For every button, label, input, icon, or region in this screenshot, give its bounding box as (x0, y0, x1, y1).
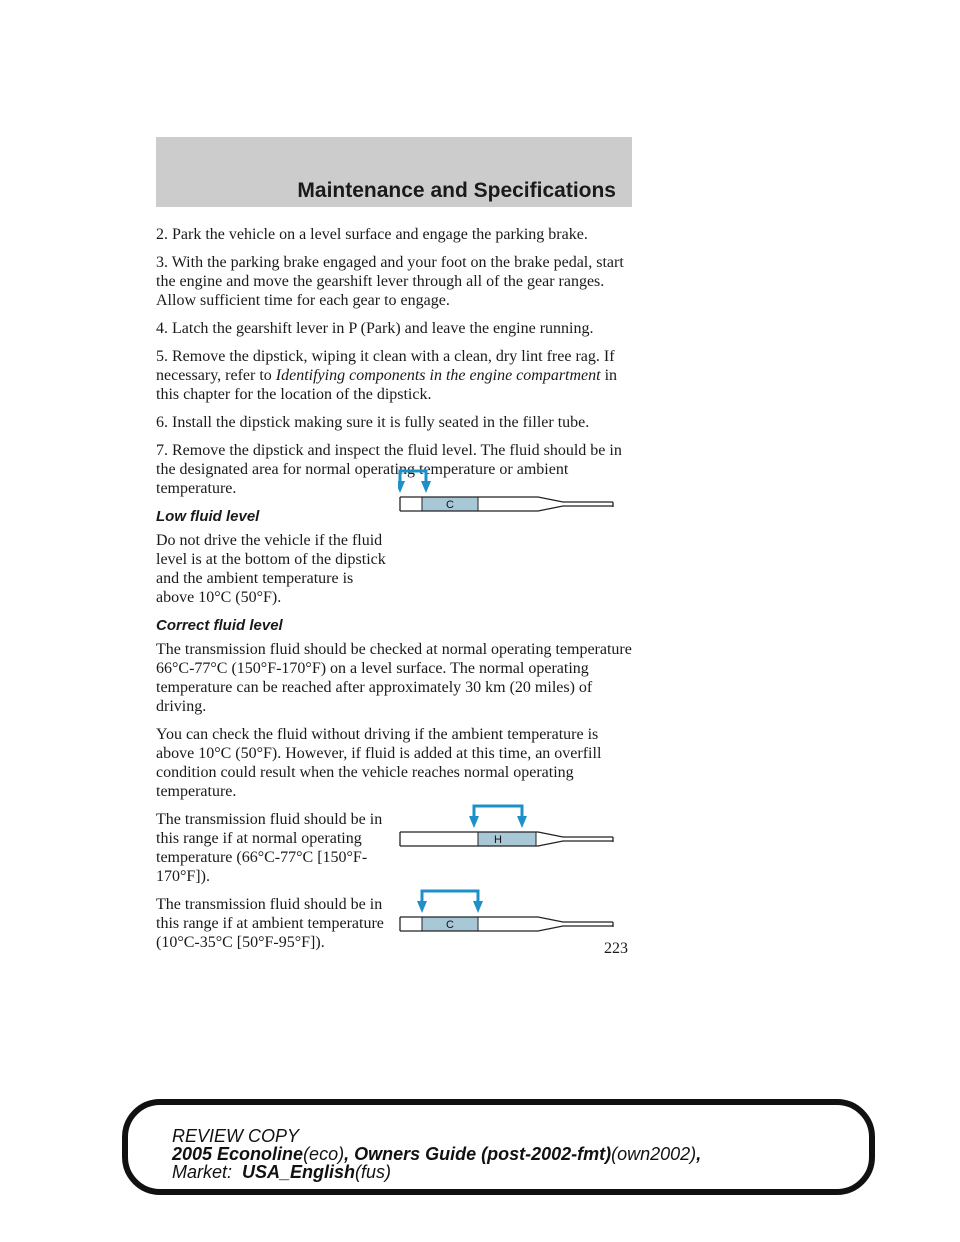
ambient-temp-block (156, 895, 636, 952)
arrow-head-right (473, 901, 483, 913)
footer-market-code: (fus) (355, 1162, 392, 1182)
dipstick-ambient-diagram (398, 889, 623, 947)
step-5-after: in this chapter for the location of the dipstick. (156, 367, 618, 403)
correct-para-1: The transmission fluid should be checked at normal operating temperature 66°C-77°C (150°F-170°F) on a level surface. The normal operating temperature can be reached after approximately 30 km (20 miles) of driving. (156, 641, 632, 715)
correct-para-2: You can check the fluid without driving if the ambient temperature is above 10°C (50°F). However, if fluid is added at this time, an overfill condition could result when the vehicle reaches normal operating temperature. (156, 726, 602, 800)
page-content (156, 225, 636, 961)
range-marker-letter: C (446, 499, 454, 511)
arrow-head-left (469, 816, 479, 828)
section-title: Maintenance and Specifications (297, 179, 616, 202)
step-5-reference: Identifying components in the engine compartment (275, 367, 601, 384)
footer-text (172, 1127, 701, 1181)
footer-market-label: Market: (172, 1162, 243, 1182)
dipstick-normal-diagram (398, 804, 623, 862)
footer-line-1: REVIEW COPY (172, 1126, 300, 1146)
section-header-band (156, 137, 632, 207)
footer-guide-code: (own2002) (611, 1144, 697, 1164)
footer-line-3 (172, 1163, 701, 1181)
range-marker-letter: H (494, 834, 502, 846)
range-arrow-bracket (422, 891, 478, 901)
footer-market: USA_English (242, 1162, 356, 1182)
low-fluid-heading: Low fluid level (156, 508, 260, 525)
step-7: 7. Remove the dipstick and inspect the fluid level. The fluid should be in the designated area for normal operating temperature or ambient temperature. (156, 442, 622, 497)
footer-line-2-end: , (696, 1144, 702, 1164)
arrow-head-right (517, 816, 527, 828)
dipstick-low-diagram (398, 469, 623, 527)
range-arrow-bracket (474, 806, 522, 816)
step-3: 3. With the parking brake engaged and your foot on the brake pedal, start the engine and move the gearshift lever through all of the gear ranges. Allow sufficient time for each gear to engage. (156, 254, 624, 309)
range-marker-letter: C (446, 919, 454, 931)
step-4: 4. Latch the gearshift lever in P (Park) and leave the engine running. (156, 320, 594, 337)
step-5-before: 5. Remove the dipstick, wiping it clean with a clean, dry lint free rag. If necessary, refer to (156, 348, 615, 384)
footer-model: 2005 Econoline (172, 1144, 304, 1164)
arrow-head-left (417, 901, 427, 913)
step-6: 6. Install the dipstick making sure it is fully seated in the filler tube. (156, 414, 590, 431)
page-number: 223 (604, 940, 628, 957)
ambient-temp-text: The transmission fluid should be in this range if at ambient temperature (10°C-35°C [50°F-95°F]). (156, 896, 384, 951)
footer-guide: , Owners Guide (post-2002-fmt) (344, 1144, 612, 1164)
low-fluid-text: Do not drive the vehicle if the fluid level is at the bottom of the dipstick and the ambient temperature is above 10°C (50°F). (156, 532, 386, 606)
range-arrow-bracket (400, 471, 426, 481)
normal-temp-block (156, 810, 636, 886)
step-2: 2. Park the vehicle on a level surface and engage the parking brake. (156, 226, 588, 243)
fluid-range-area (478, 832, 536, 846)
arrow-head-right (421, 481, 431, 493)
footer-model-code: (eco) (303, 1144, 345, 1164)
correct-fluid-heading: Correct fluid level (156, 617, 283, 634)
review-copy-footer (122, 1099, 875, 1195)
footer-line-2 (172, 1145, 701, 1163)
normal-temp-text: The transmission fluid should be in this range if at normal operating temperature (66°C-77°C [150°F-170°F]). (156, 811, 383, 885)
step-5 (156, 347, 636, 404)
arrow-head-left (398, 481, 405, 493)
